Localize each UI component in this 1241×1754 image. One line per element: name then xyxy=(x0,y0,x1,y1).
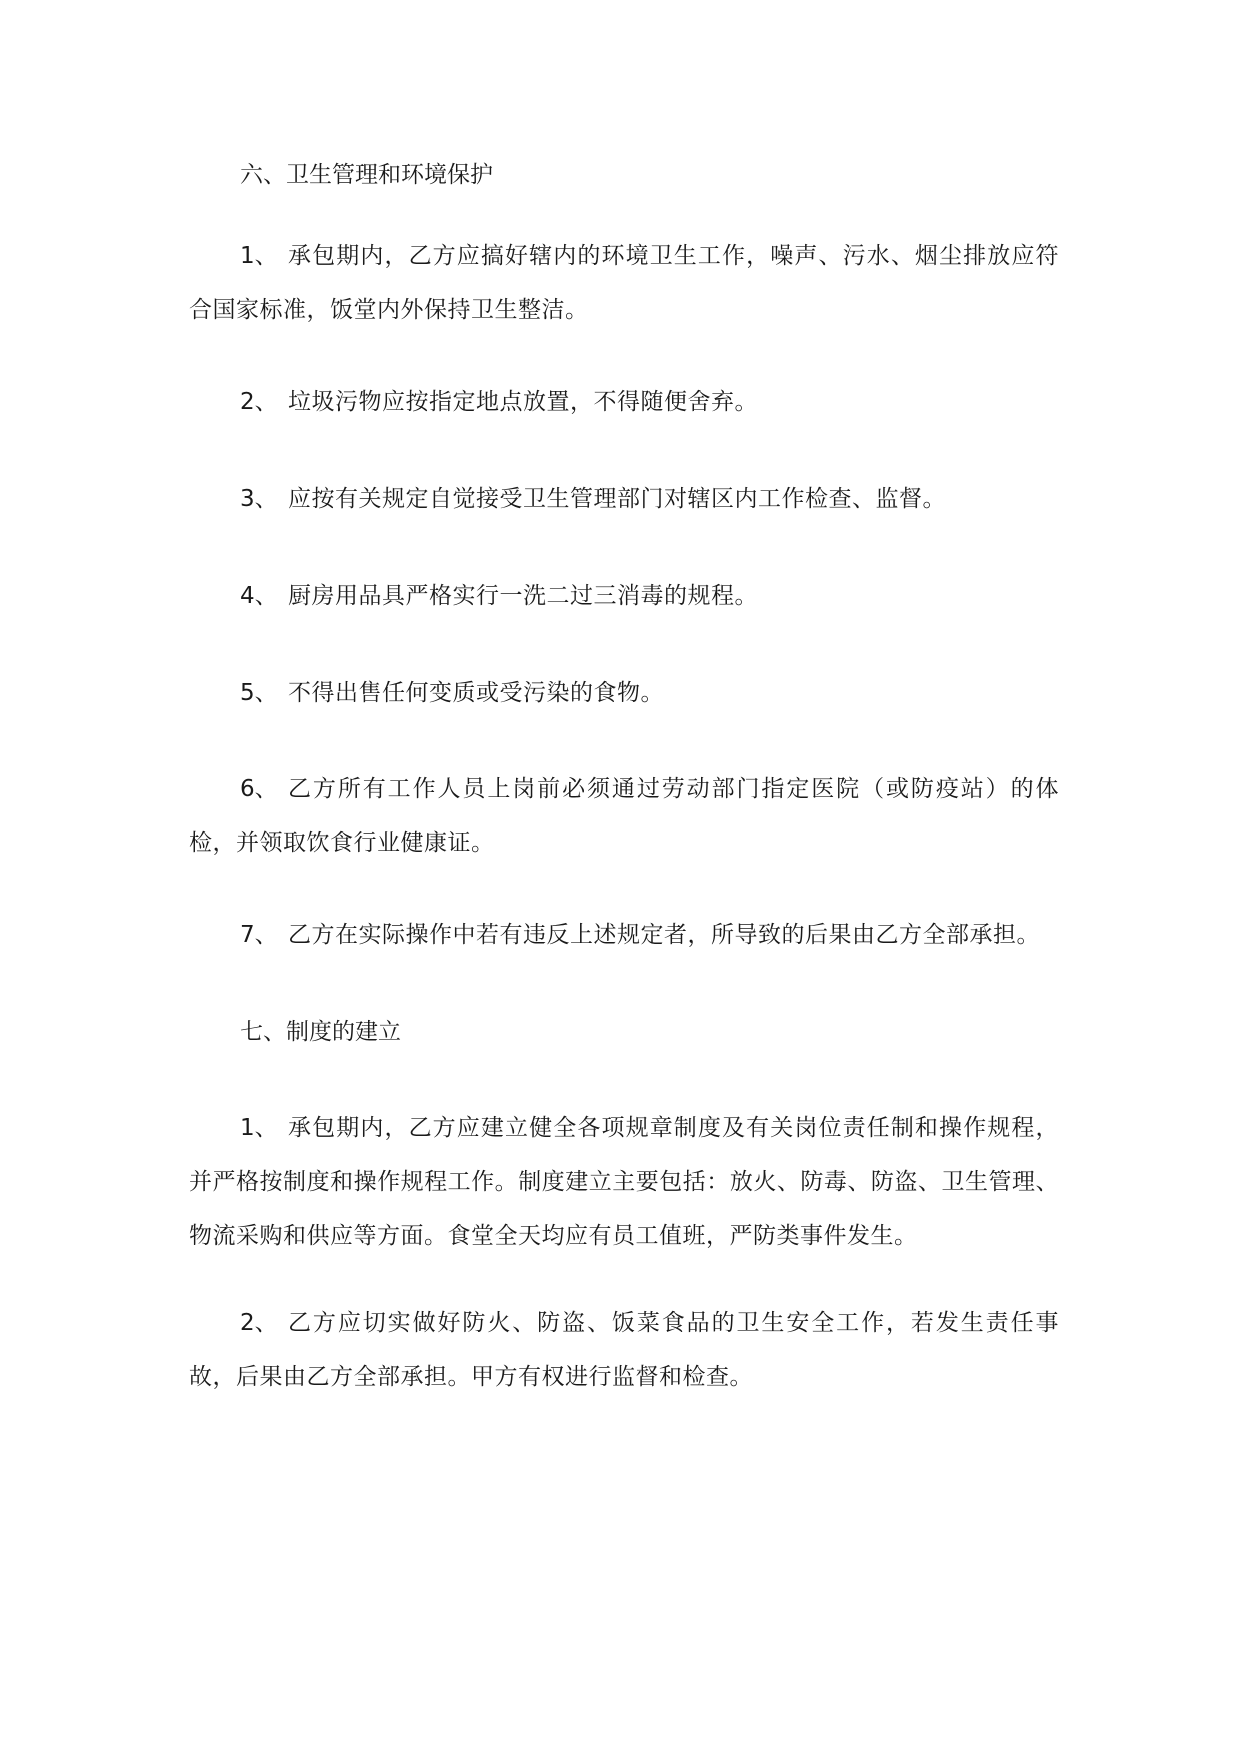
clause-number: 6、 xyxy=(240,776,278,802)
clause-text: 承包期内，乙方应建立健全各项规章制度及有关岗位责任制和操作规程，并严格按制度和操作规程工作。制度建立主要包括：放火、防毒、防盗、卫生管理、物流采购和供应等方面。食堂全天均应有员工值班，严防类事件发生。 xyxy=(189,1115,1059,1249)
clause-text: 应按有关规定自觉接受卫生管理部门对辖区内工作检查、监督。 xyxy=(288,486,946,512)
clause-number: 2、 xyxy=(240,1310,278,1336)
clause-number: 7、 xyxy=(240,922,278,948)
clause-text: 承包期内，乙方应搞好辖内的环境卫生工作，噪声、污水、烟尘排放应符合国家标准，饭堂内外保持卫生整洁。 xyxy=(189,243,1059,323)
clause-6-6 xyxy=(189,762,1059,870)
clause-number: 4、 xyxy=(240,583,278,609)
clause-text: 乙方在实际操作中若有违反上述规定者，所导致的后果由乙方全部承担。 xyxy=(288,922,1040,948)
clause-6-2 xyxy=(189,375,1059,429)
clause-text: 乙方所有工作人员上岗前必须通过劳动部门指定医院（或防疫站）的体检，并领取饮食行业健康证。 xyxy=(189,776,1059,856)
clause-number: 3、 xyxy=(240,486,278,512)
clause-6-7 xyxy=(189,908,1059,962)
clause-6-5 xyxy=(189,666,1059,720)
clause-6-3 xyxy=(189,472,1059,526)
clause-text: 垃圾污物应按指定地点放置，不得随便舍弃。 xyxy=(288,389,758,415)
section-heading-6: 六、卫生管理和环境保护 xyxy=(240,162,493,188)
clause-7-2 xyxy=(189,1296,1059,1404)
clause-number: 2、 xyxy=(240,389,278,415)
clause-text: 乙方应切实做好防火、防盗、饭菜食品的卫生安全工作，若发生责任事故，后果由乙方全部承担。甲方有权进行监督和检查。 xyxy=(189,1310,1059,1390)
clause-number: 1、 xyxy=(240,243,278,269)
clause-text: 厨房用品具严格实行一洗二过三消毒的规程。 xyxy=(288,583,758,609)
clause-7-1 xyxy=(189,1101,1059,1263)
clause-number: 5、 xyxy=(240,680,278,706)
clause-text: 不得出售任何变质或受污染的食物。 xyxy=(288,680,664,706)
clause-6-1 xyxy=(189,229,1059,337)
clause-6-4 xyxy=(189,569,1059,623)
section-heading-7: 七、制度的建立 xyxy=(240,1019,401,1045)
clause-number: 1、 xyxy=(240,1115,278,1141)
